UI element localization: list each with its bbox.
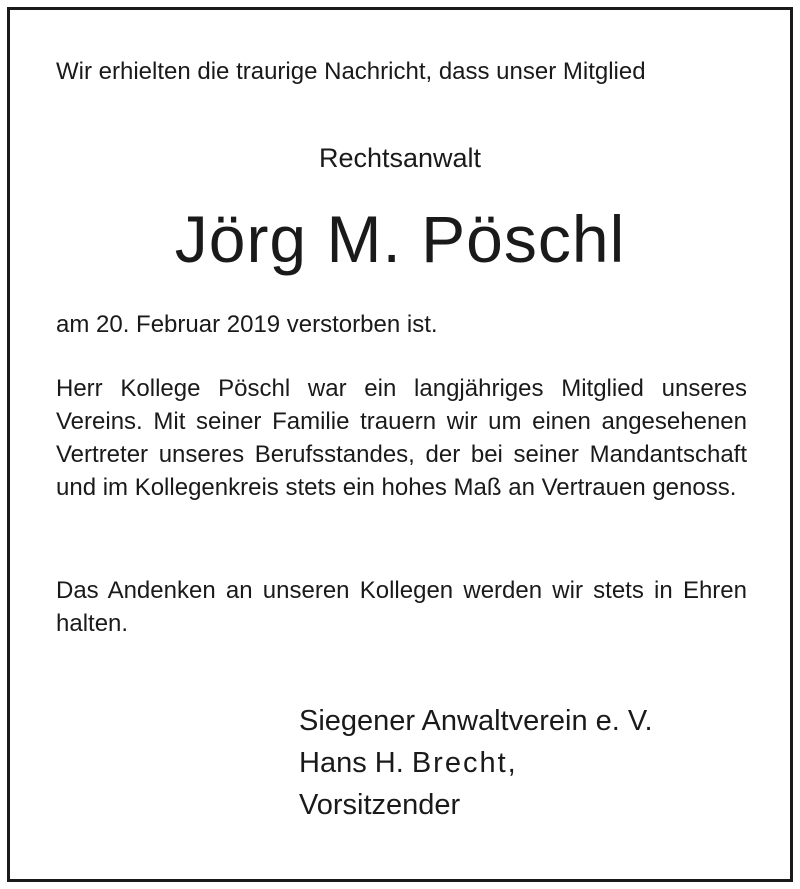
signature-person-surname: Brecht [411,747,508,779]
professional-title: Rechtsanwalt [318,143,482,173]
intro-text: Wir erhielten die traurige Nachricht, dass unser Mitglied [56,58,646,85]
signature-organization: Siegener Anwaltverein e. V. [299,705,653,737]
signature-role: Vorsitzender [299,789,461,821]
death-date-text: am 20. Februar 2019 verstorben ist. [56,311,438,338]
remembrance-paragraph: Das Andenken an unseren Kollegen werden wir stets in Ehren halten. [56,577,747,637]
deceased-name: Jörg M. Pöschl [174,202,626,276]
signature-person-prefix: Hans H. [299,747,404,779]
signature-person [299,742,653,784]
tribute-paragraph: Herr Kollege Pöschl war ein langjähriges Mitglied unseres Vereins. Mit seiner Familie trauern wir um einen angesehenen Vertreter unseres Berufsstandes, der bei seiner Mandantschaft und im Kollegenkreis stets ein hohes Maß an Vertrauen genoss. [56,375,747,501]
obituary-notice [7,7,793,882]
signature-person-suffix: , [507,747,516,779]
signature-block [299,700,653,826]
